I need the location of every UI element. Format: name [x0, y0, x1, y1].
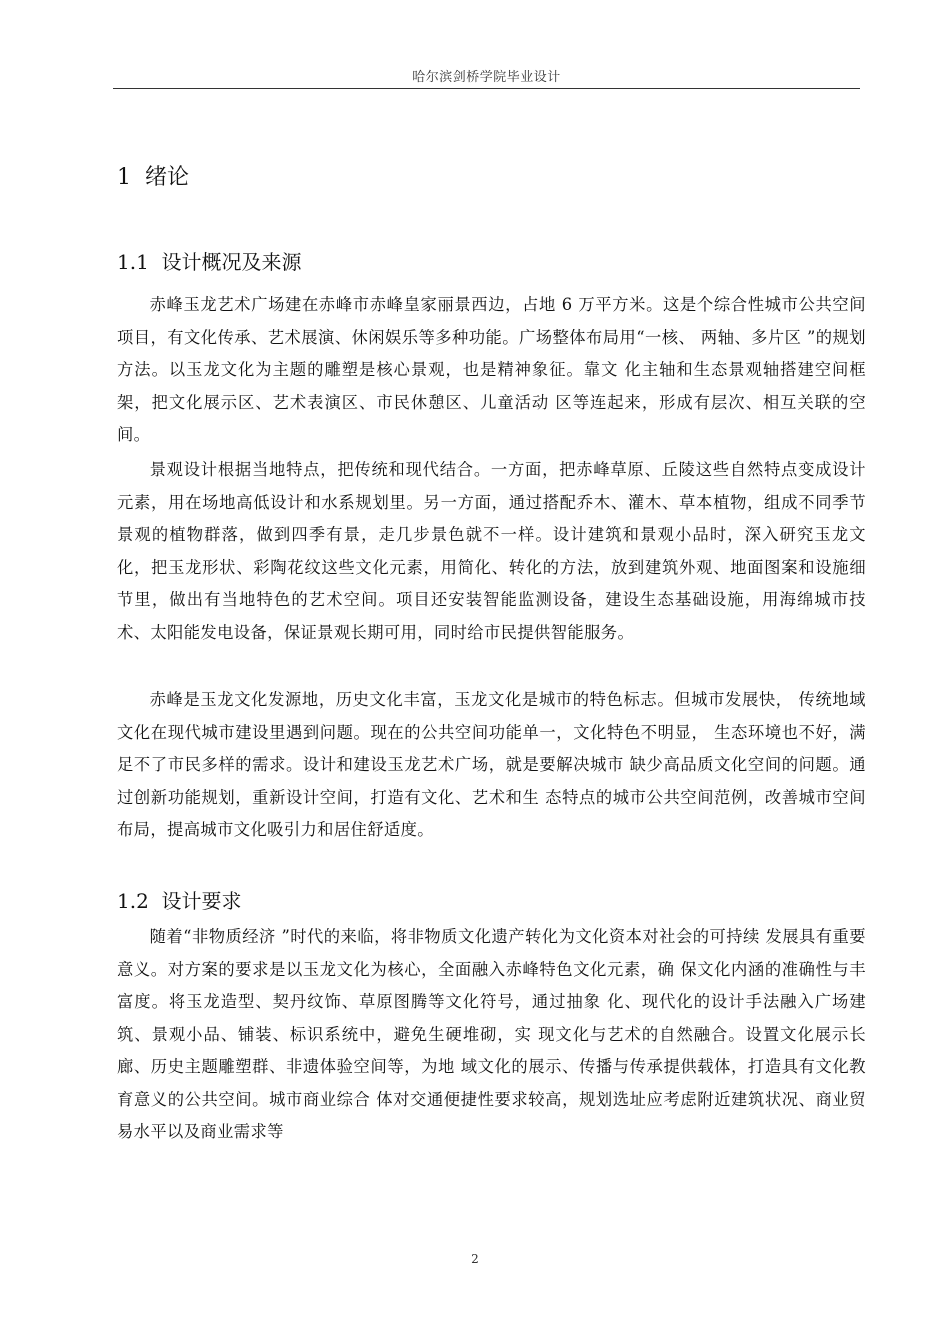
- paragraph-overview: 赤峰玉龙艺术广场建在赤峰市赤峰皇家丽景西边，占地 6 万平方米。这是个综合性城市公共空间项目，有文化传承、艺术展演、休闲娱乐等多种功能。广场整体布局用“一核、 两轴、多片区 ”的规划方法。以玉龙文化为主题的雕塑是核心景观，也是精神象征。靠文 化主轴和生态景观轴搭建空间框架，把文化展示区、艺术表演区、市民休憩区、儿童活动 区等连起来，形成有层次、相互关联的空间。: [117, 295, 866, 444]
- section-title-1-1: 1.1 设计概况及来源: [117, 250, 302, 274]
- page-number: 2: [471, 1252, 479, 1266]
- paragraph-landscape-design: 景观设计根据当地特点，把传统和现代结合。一方面，把赤峰草原、丘陵这些自然特点变成设计元素，用在场地高低设计和水系规划里。另一方面，通过搭配乔木、灌木、草本植物，组成不同季节景观的植物群落，做到四季有景，走几步景色就不一样。设计建筑和景观小品时，深入研究玉龙文化，把玉龙形状、彩陶花纹这些文化元素，用简化、转化的方法，放到建筑外观、地面图案和设施细节里，做出有当地特色的艺术空间。项目还安装智能监测设备，建设生态基础设施，用海绵城市技术、太阳能发电设备，保证景观长期可用，同时给市民提供智能服务。: [117, 460, 866, 642]
- section-title-1-2: 1.2 设计要求: [117, 889, 242, 913]
- paragraph-background: 赤峰是玉龙文化发源地，历史文化丰富，玉龙文化是城市的特色标志。但城市发展快， 传统地域文化在现代城市建设里遇到问题。现在的公共空间功能单一，文化特色不明显， 生态环境也不好，满足不了市民多样的需求。设计和建设玉龙艺术广场，就是要解决城市 缺少高品质文化空间的问题。通过创新功能规划，重新设计空间，打造有文化、艺术和生 态特点的城市公共空间范例，改善城市空间布局，提高城市文化吸引力和居住舒适度。: [117, 690, 866, 839]
- chapter-title: 1 绪论: [117, 165, 189, 190]
- paragraph-requirements: 随着“非物质经济 ”时代的来临，将非物质文化遗产转化为文化资本对社会的可持续 发展具有重要意义。对方案的要求是以玉龙文化为核心，全面融入赤峰特色文化元素，确 保文化内涵的准确性与丰富度。将玉龙造型、契丹纹饰、草原图腾等文化符号，通过抽象 化、现代化的设计手法融入广场建筑、景观小品、铺装、标识系统中，避免生硬堆砌，实 现文化与艺术的自然融合。设置文化展示长廊、历史主题雕塑群、非遗体验空间等，为地 域文化的展示、传播与传承提供载体，打造具有文化教育意义的公共空间。城市商业综合 体对交通便捷性要求较高，规划选址应考虑附近建筑状况、商业贸易水平以及商业需求等: [117, 927, 866, 1141]
- page-header: 哈尔滨剑桥学院毕业设计: [412, 70, 561, 85]
- header-divider: [113, 88, 860, 89]
